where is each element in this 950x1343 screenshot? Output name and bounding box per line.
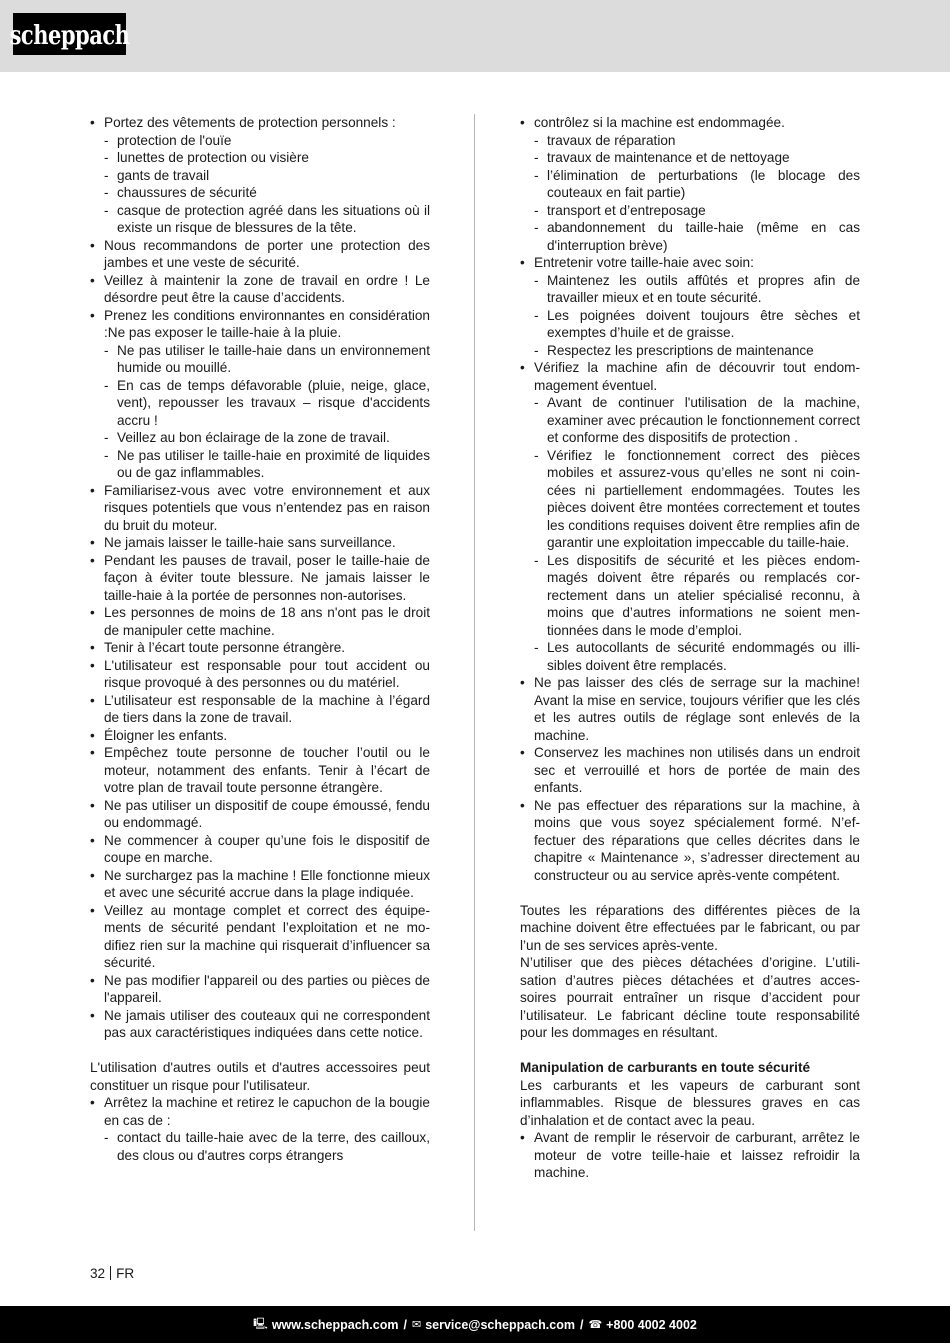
bullet-item: • Ne commencer à couper qu’une fois le dispositif de coupe en marche.: [90, 832, 430, 867]
dash-subitem: - gants de travail: [90, 167, 430, 185]
dash-subitem: - abandonnement du taille-haie (même en cas d'interruption brève): [520, 219, 860, 254]
bullet-item: • Entretenir votre taille-haie avec soin:: [520, 254, 860, 272]
bullet-item: • Arrêtez la machine et retirez le capuchon de la bougie en cas de :: [90, 1094, 430, 1129]
bullet-item: • Ne pas utiliser un dispositif de coupe émoussé, fendu ou endommagé.: [90, 797, 430, 832]
dash-subitem: - protection de l'ouïe: [90, 132, 430, 150]
telephone-icon: ☎: [588, 1318, 603, 1331]
page-header: [0, 0, 950, 72]
bullet-item: • Familiarisez-vous avec votre environnement et aux risques potentiels que vous n’entendez pas en raison du bruit du moteur.: [90, 482, 430, 535]
bullet-item: • Éloigner les enfants.: [90, 727, 430, 745]
dash-subitem: - Ne pas utiliser le taille-haie en proximité de liquides ou de gaz inflammables.: [90, 447, 430, 482]
dash-subitem: - Ne pas utiliser le taille-haie dans un environnement humide ou mouillé.: [90, 342, 430, 377]
bullet-item: • Portez des vêtements de protection personnels :: [90, 114, 430, 132]
bullet-item: • L'utilisateur est responsable pour tout accident ou risque provoqué à des personnes ou du matériel.: [90, 657, 430, 692]
dash-subitem: - transport et d’entreposage: [520, 202, 860, 220]
paragraph: Les carburants et les vapeurs de carburant sont inflammables. Risque de blessures graves en cas d’inhalation et de contact avec la peau.: [520, 1077, 860, 1128]
paragraph: N’utiliser que des pièces détachées d’origine. L’utilisation d’autres pièces détachées et d’autres accessoires pourrait entraîner un risque d’accident pour l’utilisateur. Le fabricant décline toute responsabilité pour les dommages en résultant.: [520, 955, 860, 1040]
computer-icon: 🖳: [253, 1317, 268, 1330]
right-text-column: [520, 114, 860, 1182]
bullet-item: • Les personnes de moins de 18 ans n'ont pas le droit de manipuler cette machine.: [90, 604, 430, 639]
paragraph: L'utilisation d'autres outils et d'autres accessoires peut constituer un risque pour l'utilisateur.: [90, 1060, 430, 1093]
page-footer: [0, 1306, 950, 1343]
footer-website[interactable]: www.scheppach.com: [271, 1317, 399, 1332]
dash-subitem: - Vérifiez le fonctionnement correct des pièces mobiles et assurez-vous qu’elles ne sont ni coincées ni partiellement endommagées. Toutes les pièces doivent être montées correctement et toutes les conditions requises doivent être remplies afin de garantir une exploitation impeccable du taille-haie.: [520, 447, 860, 552]
dash-subitem: - Maintenez les outils affûtés et propres afin de travailler mieux et en toute sécurité.: [520, 272, 860, 307]
paragraph: Toutes les réparations des différentes pièces de la machine doivent être effectuées par le fabricant, ou par l’un de ses services après-vente.: [520, 902, 860, 953]
dash-subitem: - En cas de temps défavorable (pluie, neige, glace, vent), repousser les travaux – risque d'accidents accru !: [90, 377, 430, 430]
dash-subitem: - Les poignées doivent toujours être sèches et exemptes d’huile et de graisse.: [520, 307, 860, 342]
bullet-item: • Vérifiez la machine afin de découvrir tout endommagement éventuel.: [520, 359, 860, 394]
dash-subitem: - Respectez les prescriptions de maintenance: [520, 342, 860, 360]
page-number-value: 32: [90, 1266, 106, 1281]
paragraph-spacer: [520, 884, 860, 902]
bullet-item: • Ne surchargez pas la machine ! Elle fonctionne mieux et avec une sécurité accrue dans la plage indiquée.: [90, 867, 430, 902]
bullet-item: • Empêchez toute personne de toucher l’outil ou le moteur, notamment des enfants. Tenir à l’écart de votre plan de travail toute personne étrangère.: [90, 744, 430, 797]
bullet-item: • Ne pas effectuer des réparations sur la machine, à moins que vous soyez spécialement formé. N’effectuer des réparations que celles décrites dans le chapitre « Maintenance », s’adresser directement au constructeur ou au service après-vente compétent.: [520, 797, 860, 885]
column-divider: [474, 114, 475, 1231]
bullet-item: • Ne pas laisser des clés de serrage sur la machine! Avant la mise en service, toujours vérifier que les clés et les autres outils de réglage sont enlevés de la machine.: [520, 674, 860, 744]
envelope-icon: ✉: [411, 1318, 422, 1331]
dash-subitem: - travaux de maintenance et de nettoyage: [520, 149, 860, 167]
dash-subitem: - Veillez au bon éclairage de la zone de travail.: [90, 429, 430, 447]
dash-subitem: - Avant de continuer l'utilisation de la machine, examiner avec précaution le fonctionnement correct et conforme des dispositifs de protection .: [520, 394, 860, 447]
paragraph-spacer: [520, 1042, 860, 1060]
footer-phone[interactable]: +800 4002 4002: [606, 1317, 697, 1332]
page-number: [90, 1266, 134, 1281]
page-language: FR: [116, 1266, 135, 1281]
bullet-item: • Pendant les pauses de travail, poser le taille-haie de façon à éviter toute blessure. Ne jamais laisser le taille-haie à la portée de personnes non-autorises.: [90, 552, 430, 605]
bullet-item: • Ne jamais utiliser des couteaux qui ne correspondent pas aux caractéristiques indiquées dans cette notice.: [90, 1007, 430, 1042]
footer-separator: /: [579, 1317, 584, 1332]
bullet-item: • Veillez au montage complet et correct des équipements de sécurité pendant l’exploitation et ne modifiez rien sur la machine qui risquerait d’influencer sa sécurité.: [90, 902, 430, 972]
bullet-item: • Nous recommandons de porter une protection des jambes et une veste de sécurité.: [90, 237, 430, 272]
bullet-item: • L’utilisateur est responsable de la machine à l’égard de tiers dans la zone de travail.: [90, 692, 430, 727]
bullet-item: • contrôlez si la machine est endommagée.: [520, 114, 860, 132]
dash-subitem: - Les autocollants de sécurité endommagés ou illisibles doivent être remplacés.: [520, 639, 860, 674]
section-heading: Manipulation de carburants en toute sécurité: [520, 1060, 811, 1075]
dash-subitem: - casque de protection agréé dans les situations où il existe un risque de blessures de la tête.: [90, 202, 430, 237]
dash-subitem: - l’élimination de perturbations (le blocage des couteaux en fait partie): [520, 167, 860, 202]
bullet-item: • Avant de remplir le réservoir de carburant, arrêtez le moteur de votre teille-haie et laissez refroidir la machine.: [520, 1129, 860, 1182]
left-text-column: [90, 114, 430, 1164]
bullet-item: • Veillez à maintenir la zone de travail en ordre ! Le désordre peut être la cause d’accidents.: [90, 272, 430, 307]
footer-separator: /: [403, 1317, 407, 1332]
dash-subitem: - contact du taille-haie avec de la terre, des cailloux, des clous ou d'autres corps étrangers: [90, 1129, 430, 1164]
dash-subitem: - lunettes de protection ou visière: [90, 149, 430, 167]
page-number-separator: [110, 1266, 111, 1280]
footer-email[interactable]: service@scheppach.com: [425, 1317, 575, 1332]
dash-subitem: - chaussures de sécurité: [90, 184, 430, 202]
dash-subitem: - travaux de réparation: [520, 132, 860, 150]
brand-logo: scheppach: [13, 13, 126, 55]
bullet-item: • Conservez les machines non utilisés dans un endroit sec et verrouillé et hors de portée de main des enfants.: [520, 744, 860, 797]
paragraph-spacer: [90, 1042, 430, 1060]
bullet-item: • Ne pas modifier l'appareil ou des parties ou pièces de l'appareil.: [90, 972, 430, 1007]
bullet-item: • Tenir à l’écart toute personne étrangère.: [90, 639, 430, 657]
bullet-item: • Prenez les conditions environnantes en considération :Ne pas exposer le taille-haie à la pluie.: [90, 307, 430, 342]
bullet-item: • Ne jamais laisser le taille-haie sans surveillance.: [90, 534, 430, 552]
dash-subitem: - Les dispositifs de sécurité et les pièces endommagés doivent être réparés ou remplacés correctement dans un atelier spécialisé reconnu, à moins que d’autres informations ne soient mentionnées dans le mode d’emploi.: [520, 552, 860, 640]
